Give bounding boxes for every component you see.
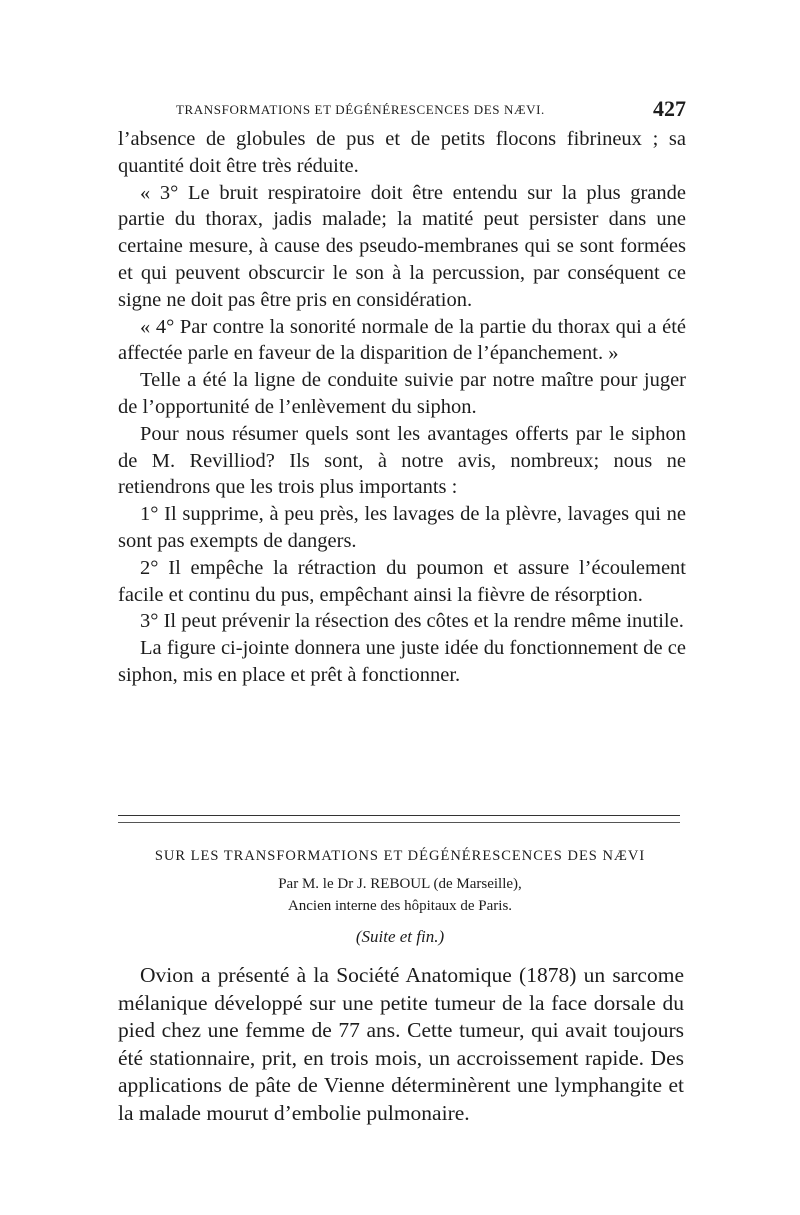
- previous-article-text: [118, 126, 686, 689]
- paragraph: « 4° Par contre la sonorité normale de la partie du thorax qui a été affectée parle en faveur de la disparition de l’épanchement. »: [118, 315, 686, 365]
- paragraph: Pour nous résumer quels sont les avantages offerts par le siphon de M. Revilliod? Ils sont, à notre avis, nombreux; nous ne retiendrons que les trois plus importants :: [118, 422, 686, 499]
- paragraph: Telle a été la ligne de conduite suivie par notre maître pour juger de l’opportunité de l’enlèvement du siphon.: [118, 369, 686, 418]
- paragraph: La figure ci-jointe donnera une juste idée du fonctionnement de ce siphon, mis en place et prêt à fonctionner.: [118, 637, 686, 686]
- article-byline: Par M. le Dr J. REBOUL (de Marseille),: [278, 876, 522, 892]
- paragraph: 3° Il peut prévenir la résection des côtes et la rendre même inutile.: [140, 610, 684, 633]
- article-body: [118, 962, 684, 1127]
- paragraph: « 3° Le bruit respiratoire doit être entendu sur la plus grande partie du thorax, jadis malade; la matité peut persister dans une certaine mesure, à cause des pseudo-membranes qui se sont formées et qui peuvent obscurcir le son à la percussion, par conséquent ce signe ne doit pas être pris en considération.: [118, 181, 686, 311]
- paragraph: l’absence de globules de pus et de petits flocons fibrineux ; sa quantité doit être très réduite.: [118, 128, 686, 177]
- paragraph: 1° Il supprime, à peu près, les lavages de la plèvre, lavages qui ne sont pas exempts de dangers.: [118, 503, 686, 552]
- continuation-note: (Suite et fin.): [355, 927, 445, 946]
- running-head: TRANSFORMATIONS ET DÉGÉNÉRESCENCES DES NÆVI.: [176, 102, 545, 117]
- author-affiliation: Ancien interne des hôpitaux de Paris.: [287, 898, 513, 914]
- paragraph: 2° Il empêche la rétraction du poumon et assure l’écoulement facile et continu du pus, empêchant ainsi la fièvre de résorption.: [118, 556, 686, 606]
- page-header: [118, 96, 686, 126]
- paragraph: Ovion a présenté à la Société Anatomique (1878) un sarcome mélanique développé sur une petite tumeur de la face dorsale du pied chez une femme de 77 ans. Cette tumeur, qui avait toujours été stationnaire, prit, en trois mois, un accroissement rapide. Des applications de pâte de Vienne déterminèrent une lymphangite et la malade mourut d’embolie pulmonaire.: [118, 963, 684, 1125]
- article-title: SUR LES TRANSFORMATIONS ET DÉGÉNÉRESCENCES DES NÆVI: [154, 848, 646, 864]
- section-divider: [118, 815, 680, 823]
- page-number: 427: [653, 96, 686, 121]
